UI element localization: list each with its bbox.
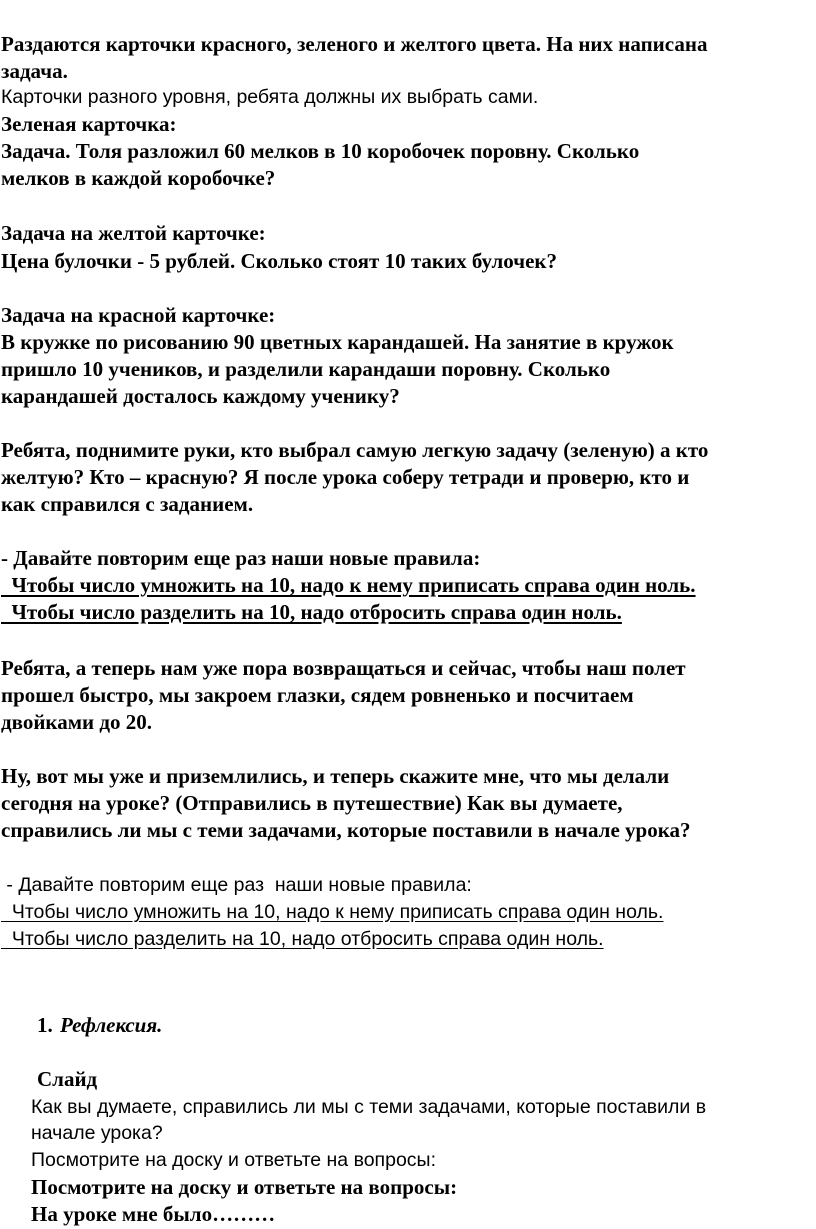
text-line-5: Задача. Толя разложил 60 мелков в 10 коробочек поровну. Сколько <box>1 139 640 163</box>
text-line-21: двойками до 20. <box>1 710 152 734</box>
text-line-9: Задача на красной карточке: <box>1 303 276 327</box>
text-line-4: Зеленая карточка: <box>1 112 177 136</box>
text-line-24: справились ли мы с теми задачами, которые поставили в начале урока? <box>1 818 691 842</box>
text-line-32: начале урока? <box>31 1122 163 1144</box>
rule-divide-bold: Чтобы число разделить на 10, надо отбросить справа один ноль. <box>1 600 622 624</box>
list-number: 1. <box>37 1013 53 1037</box>
text-line-6: мелков в каждой коробочке? <box>1 166 276 190</box>
text-line-16: - Давайте повторим еще раз наши новые правила: <box>1 546 481 570</box>
text-line-20: прошел быстро, мы закроем глазки, сядем ровненько и посчитаем <box>1 683 634 707</box>
section-heading-reflection: Рефлексия. <box>60 1013 163 1037</box>
text-line-1: Раздаются карточки красного, зеленого и желтого цвета. На них написана <box>1 32 708 56</box>
text-line-31: Как вы думаете, справились ли мы с теми задачами, которые поставили в <box>31 1096 707 1118</box>
text-line-33: Посмотрите на доску и ответьте на вопросы: <box>31 1149 436 1171</box>
text-line-19: Ребята, а теперь нам уже пора возвращаться и сейчас, чтобы наш полет <box>1 656 686 680</box>
text-line-25: - Давайте повторим еще раз наши новые правила: <box>1 874 472 896</box>
text-line-10: В кружке по рисованию 90 цветных карандашей. На занятие в кружок <box>1 330 674 354</box>
rule-multiply-bold: Чтобы число умножить на 10, надо к нему приписать справа один ноль. <box>1 573 696 597</box>
slide-label: Слайд <box>37 1067 98 1091</box>
text-line-35: На уроке мне было……… <box>31 1202 276 1226</box>
text-line-15: как справился с заданием. <box>1 492 254 516</box>
text-line-34: Посмотрите на доску и ответьте на вопросы: <box>31 1175 458 1199</box>
text-line-22: Ну, вот мы уже и приземлились, и теперь скажите мне, что мы делали <box>1 764 670 788</box>
text-line-2: задача. <box>1 59 68 83</box>
rule-divide: Чтобы число разделить на 10, надо отбросить справа один ноль. <box>1 928 604 950</box>
text-line-13: Ребята, поднимите руки, кто выбрал самую легкую задачу (зеленую) а кто <box>1 438 709 462</box>
rule-multiply: Чтобы число умножить на 10, надо к нему приписать справа один ноль. <box>1 901 664 923</box>
text-line-7: Задача на желтой карточке: <box>1 221 266 245</box>
text-line-14: желтую? Кто – красную? Я после урока соберу тетради и проверю, кто и <box>1 465 690 489</box>
text-line-3: Карточки разного уровня, ребята должны их выбрать сами. <box>1 86 539 108</box>
text-line-11: пришло 10 учеников, и разделили карандаши поровну. Сколько <box>1 357 611 381</box>
text-line-12: карандашей досталось каждому ученику? <box>1 384 400 408</box>
text-line-23: сегодня на уроке? (Отправились в путешествие) Как вы думаете, <box>1 791 623 815</box>
text-line-8: Цена булочки - 5 рублей. Сколько стоят 10 таких булочек? <box>1 249 558 273</box>
